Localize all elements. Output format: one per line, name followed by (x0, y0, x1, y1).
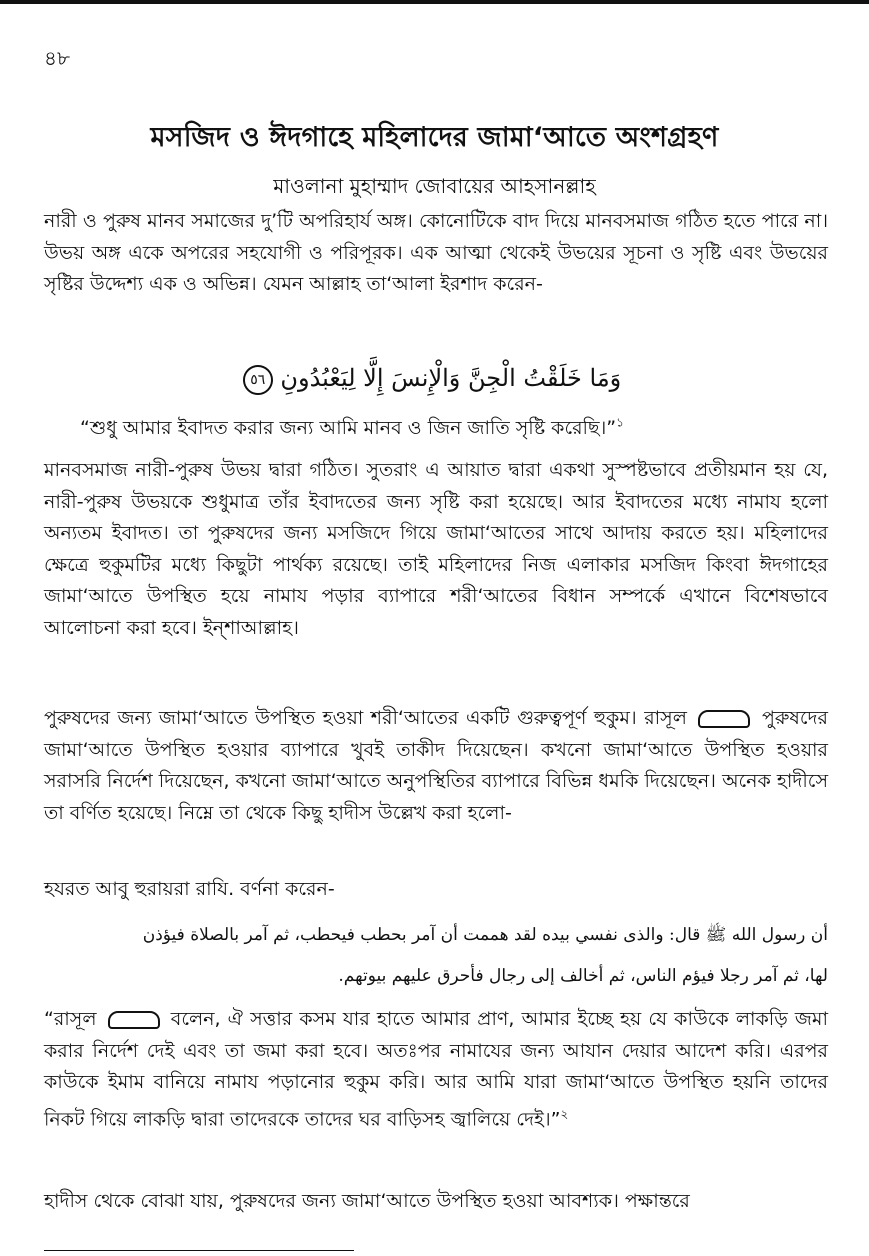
narrator-line: হযরত আবু হুরায়রা রাযি. বর্ণনা করেন- (44, 878, 335, 900)
hadith-arabic-line-2: لها، ثم آمر رجلا فيؤم الناس، ثم أخالف إلى رجال فأحرق عليهم بيوتهم. (338, 966, 828, 986)
ayah-translation (80, 414, 624, 446)
article-author: মাওলানা মুহাম্মাদ জোবায়ের আহসানল্লাহ (273, 174, 596, 198)
paragraph-hadith-intro-start: পুরুষদের জন্য জামা‘আতে উপস্থিত হওয়া শরী‘আতের একটি গুরুত্বপূর্ণ হুকুম। রাসূল (44, 707, 687, 729)
paragraph-hadith-intro-rest: পুরুষদের জামা‘আতে উপস্থিত হওয়ার ব্যাপারে খুবই তাকীদ দিয়েছেন। কখনো জামা‘আতে উপস্থিত হওয়ার সরাসরি নির্দেশ দিয়েছেন, কখনো জামা‘আতে অনুপস্থিতির ব্যাপারে বিভিন্ন ধমকি দিয়েছেন। অনেক হাদীসে তা বর্ণিত হয়েছে। নিম্নে তা থেকে কিছু হাদীস উল্লেখ করা হলো- (44, 707, 828, 824)
hadith-translation-rest: বলেন, ঐ সত্তার কসম যার হাতে আমার প্রাণ, আমার ইচ্ছে হয় যে কাউকে লাকড়ি জমা করার নির্দেশ দেই এবং তা জমা করা হবে। অতঃপর নামাযের জন্য আযান দেয়ার আদেশ করি। এরপর কাউকে ইমাম বানিয়ে নামায পড়ানোর হুকুম করি। আর আমি যারা জামা‘আতে উপস্থিত হয়নি তাদের নিকট গিয়ে লাকড়ি দ্বারা তাদেরকে তাদের ঘর বাড়িসহ জ্বালিয়ে দেই।” (44, 1008, 828, 1130)
salawat-calligraphy-icon (108, 1011, 160, 1029)
hadith-translation-start: “রাসূল (44, 1008, 97, 1030)
hadith-arabic-line-1: أن رسول الله ﷺ قال: والذى نفسي بيده لقد هممت أن آمر بحطب فيحطب، ثم آمر بالصلاة فيؤذن (142, 925, 828, 945)
footnote-separator (44, 1250, 354, 1251)
salawat-calligraphy-icon (698, 710, 750, 728)
footnote-ref-1: ১ (616, 415, 624, 430)
paragraph-explanation: মানবসমাজ নারী-পুরুষ উভয় দ্বারা গঠিত। সুতরাং এ আয়াত দ্বারা একথা সুস্পষ্টভাবে প্রতীয়মান হয় যে, নারী-পুরুষ উভয়কে শুধুমাত্র তাঁর ইবাদতের জন্য সৃষ্টি করা হয়েছে। আর ইবাদতের মধ্যে নামায হলো অন্যতম ইবাদত। তা পুরুষদের জন্য মসজিদে গিয়ে জামা‘আতের সাথে আদায় করতে হয়। মহিলাদের ক্ষেত্রে হুকুমটির মধ্যে কিছুটা পার্থক্য রয়েছে। তাই মহিলাদের নিজ এলাকার মসজিদ কিংবা ঈদগাহের জামা‘আতে উপস্থিত হয়ে নামায পড়ার ব্যাপারে শরী‘আতের বিধান সম্পর্কে এখানে বিশেষভাবে আলোচনা করা হবে। ইন্শাআল্লাহ। (44, 459, 828, 639)
footnote-ref-2: ২ (560, 1106, 569, 1121)
page-number: ৪৮ (44, 46, 70, 70)
quran-ayah (150, 364, 710, 395)
article-title: মসজিদ ও ঈদগাহে মহিলাদের জামা‘আতে অংশগ্রহণ (150, 122, 719, 153)
ayah-translation-text: “শুধু আমার ইবাদত করার জন্য আমি মানব ও জিন জাতি সৃষ্টি করেছি।” (80, 417, 617, 439)
top-border-rule (0, 0, 869, 4)
ayah-text: وَمَا خَلَقْتُ الْجِنَّ وَالْإِنسَ إِلَّا لِيَعْبُدُونِ (280, 364, 622, 392)
paragraph-hadith-intro (44, 703, 828, 829)
hadith-translation (44, 1004, 828, 1135)
ayah-number-marker: ٥٦ (243, 365, 273, 395)
paragraph-conclusion: হাদীস থেকে বোঝা যায়, পুরুষদের জন্য জামা‘আতে উপস্থিত হওয়া আবশ্যক। পক্ষান্তরে (44, 1190, 690, 1212)
paragraph-intro: নারী ও পুরুষ মানব সমাজের দু’টি অপরিহার্য অঙ্গ। কোনোটিকে বাদ দিয়ে মানবসমাজ গঠিত হতে পারে না। উভয় অঙ্গ একে অপরের সহযোগী ও পরিপূরক। এক আত্মা থেকেই উভয়ের সূচনা ও সৃষ্টি এবং উভয়ের সৃষ্টির উদ্দেশ্য এক ও অভিন্ন। যেমন আল্লাহ তা‘আলা ইরশাদ করেন- (44, 210, 828, 295)
